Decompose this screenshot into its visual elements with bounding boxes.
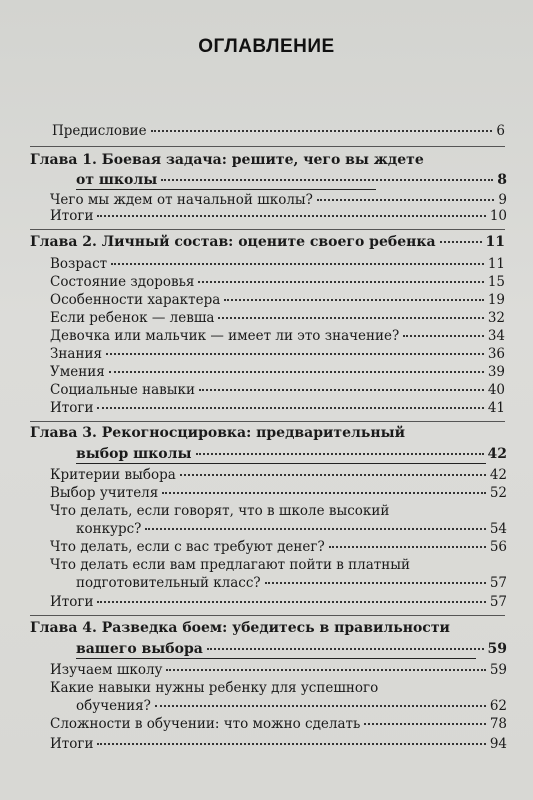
toc-entry-label: Если ребенок — левша	[50, 310, 215, 326]
leader-dots	[180, 473, 486, 476]
toc-page-number: 57	[489, 594, 507, 610]
toc-entry-label[interactable]: Что делать, если говорят, что в школе высокий	[50, 503, 390, 519]
toc-page-number: 54	[489, 521, 507, 537]
toc-entry[interactable]	[50, 400, 505, 416]
toc-entry-label[interactable]: Какие навыки нужны ребенку для успешного	[50, 680, 379, 696]
toc-page-number: 39	[487, 364, 505, 380]
leader-dots	[151, 129, 493, 132]
toc-entry[interactable]	[50, 736, 507, 752]
leader-dots	[161, 178, 493, 181]
chapter-4-entry[interactable]	[76, 641, 507, 657]
chapter-2-title: Глава 2. Личный состав: оцените своего ребенка	[30, 234, 436, 250]
toc-entry[interactable]	[50, 485, 507, 501]
toc-entry-label: Социальные навыки	[50, 382, 195, 398]
toc-page-number: 56	[489, 539, 507, 555]
toc-entry[interactable]	[50, 662, 507, 678]
leader-dots	[145, 527, 485, 530]
toc-entry-label: Итоги	[50, 736, 94, 752]
toc-entry-label: Чего мы ждем от начальной школы?	[50, 192, 313, 208]
chapter-divider	[30, 421, 505, 422]
toc-page-number: 62	[489, 698, 507, 714]
toc-entry-label-line2: обучения?	[76, 698, 151, 714]
chapter-3-title-line2: выбор школы	[76, 446, 192, 462]
toc-entry-label: Состояние здоровья	[50, 274, 195, 290]
toc-entry[interactable]	[50, 716, 507, 732]
toc-page-number: 52	[489, 485, 507, 501]
toc-entry-label: Изучаем школу	[50, 662, 163, 678]
toc-page-number: 34	[487, 328, 505, 344]
toc-page-number: 15	[487, 274, 505, 290]
toc-page-number: 11	[487, 256, 505, 272]
underline-rule	[76, 463, 486, 464]
leader-dots	[218, 316, 483, 319]
leader-dots	[440, 240, 482, 243]
chapter-1-title-line2: от школы	[76, 172, 158, 188]
toc-page-number: 42	[489, 467, 507, 483]
toc-entry-preface[interactable]	[52, 123, 505, 139]
chapter-2-entry[interactable]	[30, 234, 505, 250]
underline-rule	[76, 658, 476, 659]
toc-entry-label: Особенности характера	[50, 292, 221, 308]
leader-dots	[265, 581, 486, 584]
leader-dots	[97, 214, 485, 217]
toc-entry[interactable]	[50, 328, 505, 344]
toc-entry[interactable]	[50, 594, 507, 610]
toc-entry-label-line2: подготовительный класс?	[76, 575, 261, 591]
toc-entry-label: Сложности в обучении: что можно сделать	[50, 716, 361, 732]
toc-entry-label: Итоги	[50, 400, 94, 416]
toc-entry[interactable]	[50, 467, 507, 483]
toc-entry[interactable]	[76, 521, 507, 537]
toc-page-number: 78	[489, 716, 507, 732]
leader-dots	[111, 262, 484, 265]
toc-entry-label[interactable]: Что делать если вам предлагают пойти в платный	[50, 557, 411, 573]
leader-dots	[207, 647, 484, 650]
toc-entry-label: Знания	[50, 346, 102, 362]
toc-entry[interactable]	[76, 575, 507, 591]
chapter-3-title-line1[interactable]: Глава 3. Рекогносцировка: предварительный	[30, 425, 406, 441]
toc-page-number: 10	[489, 208, 507, 224]
toc-entry-label: Девочка или мальчик — имеет ли это значение?	[50, 328, 400, 344]
leader-dots	[224, 298, 484, 301]
toc-entry-label: Итоги	[50, 594, 94, 610]
toc-page-number: 59	[489, 662, 507, 678]
toc-entry-label-line2: конкурс?	[76, 521, 142, 537]
toc-entry-label: Итоги	[50, 208, 94, 224]
chapter-1-title-line1[interactable]: Глава 1. Боевая задача: решите, чего вы ждете	[30, 152, 424, 168]
toc-entry[interactable]	[50, 208, 507, 224]
leader-dots	[162, 491, 486, 494]
toc-entry[interactable]	[50, 274, 505, 290]
leader-dots	[166, 668, 485, 671]
toc-page-number: 59	[487, 641, 507, 657]
toc-page-number: 94	[489, 736, 507, 752]
toc-entry[interactable]	[50, 192, 507, 208]
leader-dots	[97, 600, 485, 603]
toc-entry[interactable]	[50, 256, 505, 272]
toc-entry-label: Возраст	[50, 256, 108, 272]
toc-entry-label: Критерии выбора	[50, 467, 176, 483]
toc-entry-label: Предисловие	[52, 123, 147, 139]
chapter-3-entry[interactable]	[76, 446, 507, 462]
toc-page-number: 36	[487, 346, 505, 362]
chapter-divider	[30, 229, 505, 230]
leader-dots	[199, 388, 484, 391]
toc-entry-label: Что делать, если с вас требуют денег?	[50, 539, 325, 555]
toc-page-number: 41	[487, 400, 505, 416]
toc-page-number: 8	[497, 172, 507, 188]
leader-dots	[364, 722, 485, 725]
toc-entry[interactable]	[50, 382, 505, 398]
chapter-divider	[30, 146, 505, 147]
toc-page-number: 57	[489, 575, 507, 591]
toc-page-number: 42	[487, 446, 507, 462]
toc-entry[interactable]	[76, 698, 507, 714]
page-title: ОГЛАВЛЕНИЕ	[198, 36, 335, 57]
leader-dots	[196, 452, 484, 455]
leader-dots	[97, 406, 483, 409]
leader-dots	[109, 370, 484, 373]
toc-page-number: 19	[487, 292, 505, 308]
leader-dots	[198, 280, 483, 283]
toc-entry-label: Выбор учителя	[50, 485, 159, 501]
underline-rule	[76, 189, 376, 190]
chapter-1-entry[interactable]	[76, 172, 507, 188]
toc-entry[interactable]	[50, 364, 505, 380]
toc-entry[interactable]	[50, 292, 505, 308]
toc-entry-label: Умения	[50, 364, 105, 380]
toc-entry[interactable]	[50, 310, 505, 326]
toc-page-number: 11	[485, 234, 505, 250]
chapter-4-title-line2: вашего выбора	[76, 641, 203, 657]
leader-dots	[106, 352, 484, 355]
leader-dots	[403, 334, 484, 337]
leader-dots	[97, 742, 485, 745]
leader-dots	[155, 704, 486, 707]
toc-page-number: 6	[496, 123, 505, 139]
chapter-4-title-line1[interactable]: Глава 4. Разведка боем: убедитесь в правильности	[30, 620, 450, 636]
leader-dots	[317, 198, 495, 201]
toc-page-number: 40	[487, 382, 505, 398]
toc-page-number: 9	[498, 192, 507, 208]
chapter-divider	[30, 615, 505, 616]
toc-page-number: 32	[487, 310, 505, 326]
leader-dots	[329, 545, 486, 548]
toc-entry[interactable]	[50, 346, 505, 362]
toc-entry[interactable]	[50, 539, 507, 555]
